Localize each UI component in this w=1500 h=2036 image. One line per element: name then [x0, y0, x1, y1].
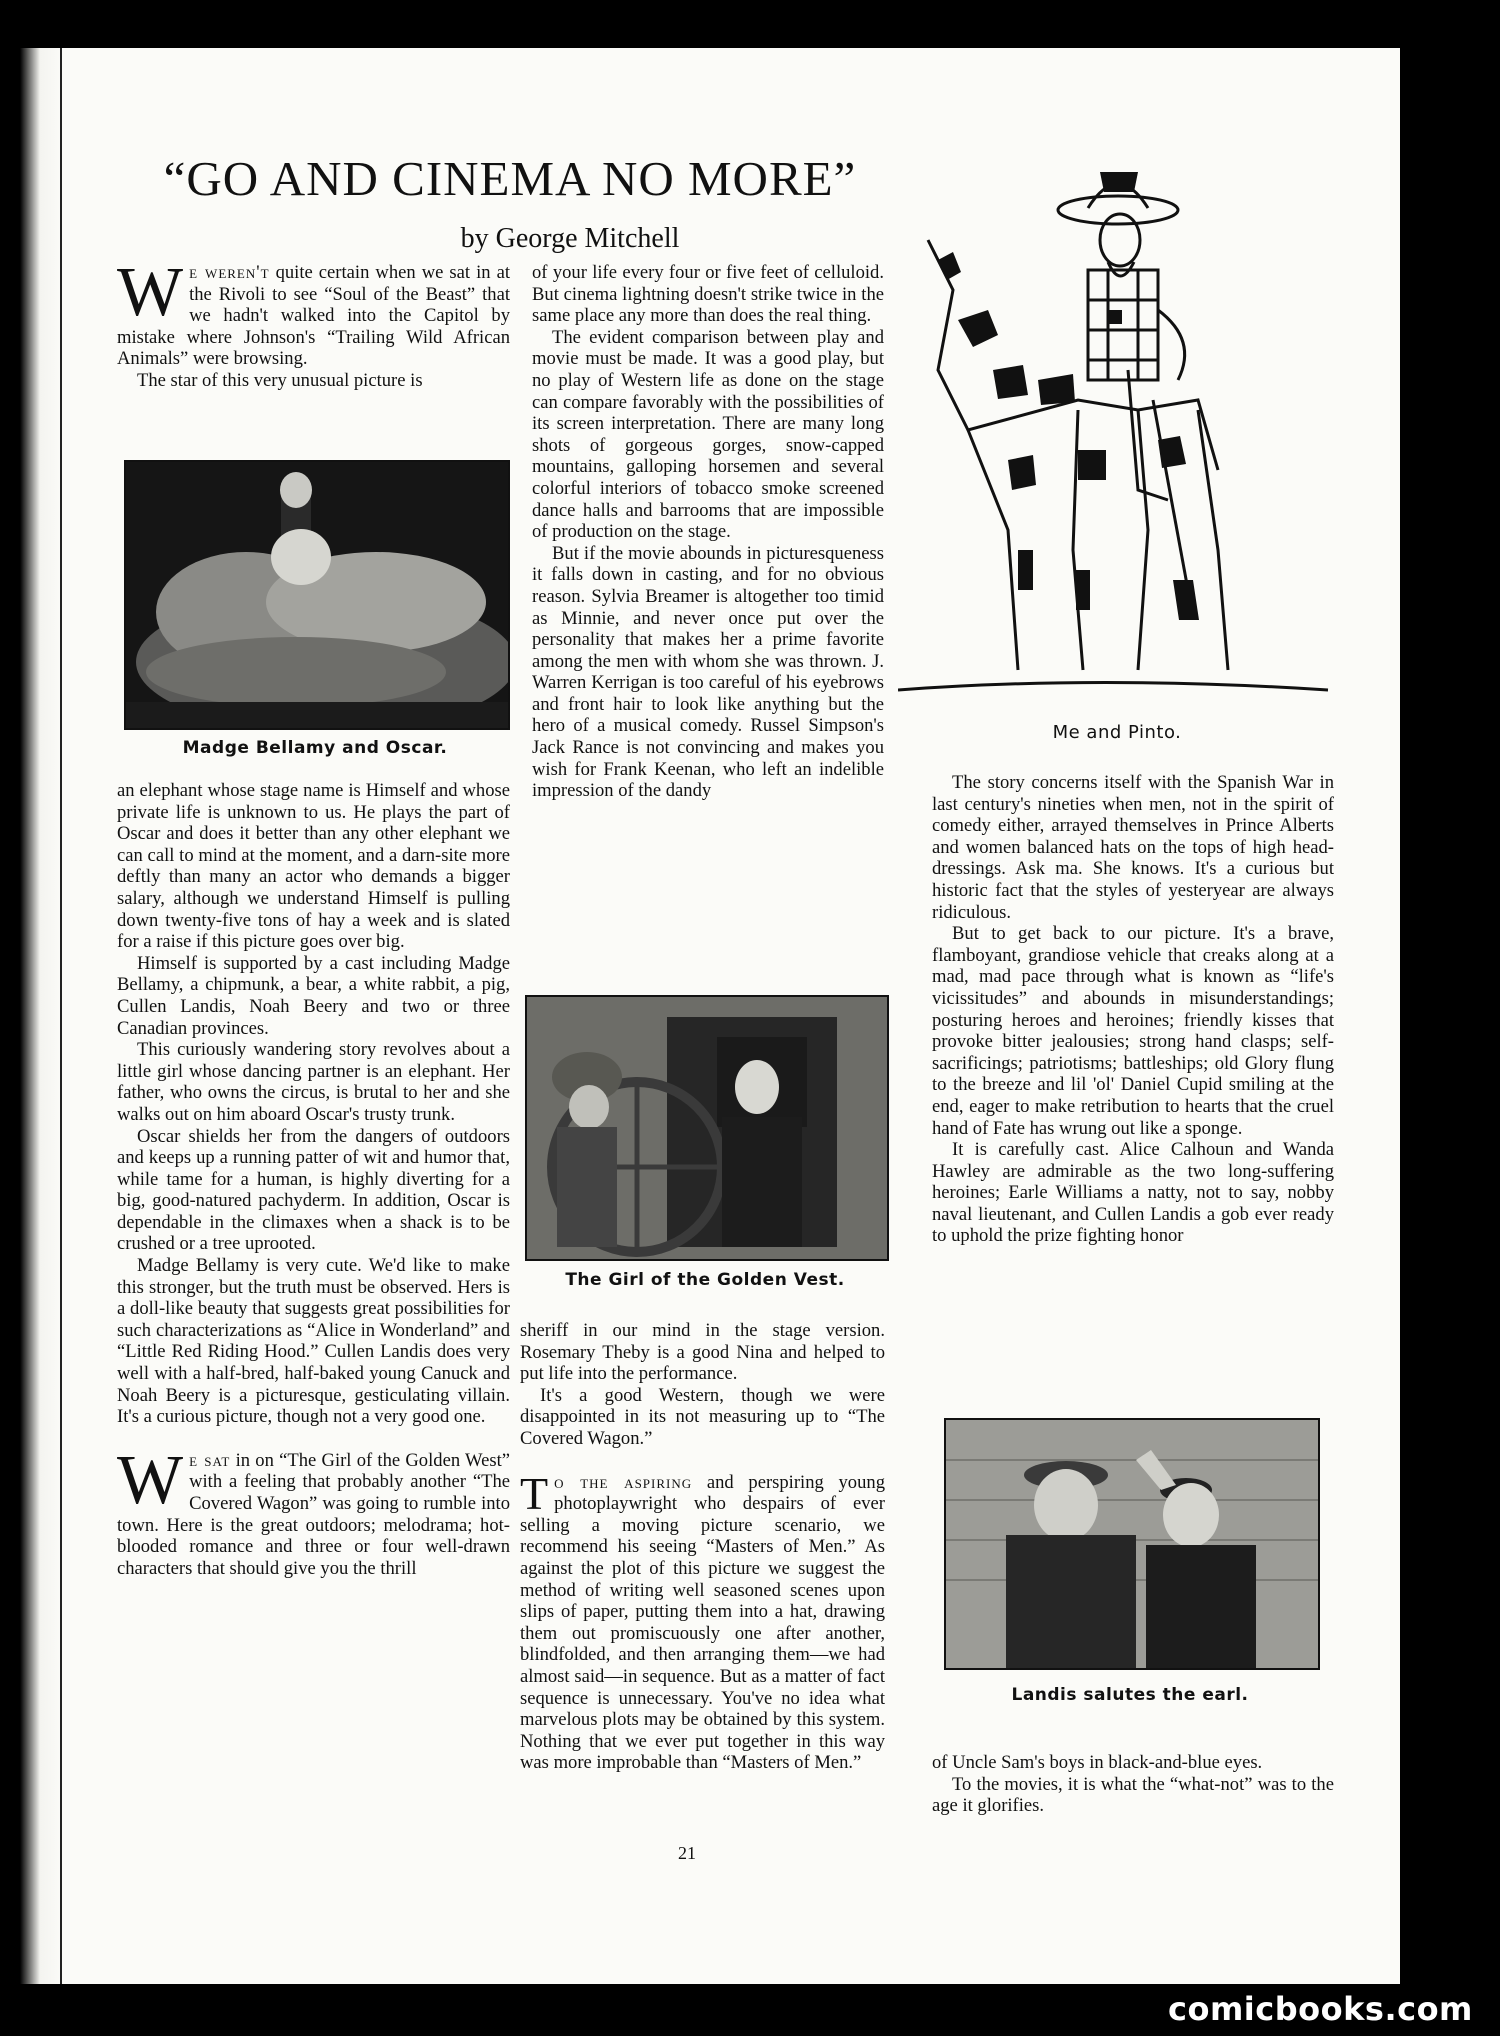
drop-cap: W: [117, 1441, 184, 1519]
page-number: 21: [678, 1843, 696, 1863]
paragraph: of your life every four or five feet of celluloid. But cinema lightning doesn't strike twice in the same place any more than does the real thing.: [532, 262, 884, 327]
sketch-me-and-pinto: [898, 170, 1336, 710]
article-byline: by George Mitchell: [460, 223, 680, 254]
paragraph: We sat in on “The Girl of the Golden West” with a feeling that probably another “The Covered Wagon” was going to rumble into town. Here is the great outdoors; melodrama; hot-blooded romance and three or four well-drawn characters that should give you the thrill: [117, 1441, 510, 1579]
paragraph: But if the movie abounds in picturesqueness it falls down in casting, and for no obvious reason. Sylvia Breamer is altogether too timid as Minnie, and never once put over the personality that makes her a prime favorite among the men with whom she was thrown. J. Warren Kerrigan is too careful of his eyebrows and front hair to look like anything but the hero of a musical comedy. Russel Simpson's Jack Rance is not convincing and makes you wish for Frank Keenan, who left an indelible impression of the dandy: [532, 542, 884, 802]
paragraph: It is carefully cast. Alice Calhoun and Wanda Hawley are admirable as the two long-suffering heroines; Earle Williams a natty, not to say, nobby naval lieutenant, and Cullen Landis a gob ever ready to uphold the prize fighting honor: [932, 1139, 1334, 1247]
column-2-top: [532, 262, 884, 802]
drop-cap: W: [117, 254, 184, 331]
caption-landis: Landis salutes the earl.: [1011, 1685, 1249, 1705]
paragraph: The star of this very unusual picture is: [137, 369, 423, 391]
paragraph: of Uncle Sam's boys in black-and-blue eyes.: [932, 1752, 1263, 1773]
paragraph: sheriff in our mind in the stage version. Rosemary Theby is a good Nina and helped to put life into the performance.: [520, 1320, 885, 1385]
scan-border: [1400, 48, 1500, 1984]
column-3-top: [932, 772, 1334, 1247]
paragraph: an elephant whose stage name is Himself and whose private life is unknown to us. He plays the part of Oscar and does it better than any other elephant we can call to mind at the moment, and a darn-site more deftly than many an actor who demands a bigger salary, although we understand Himself is pulling down twenty-five tons of hay a week and is slated for a raise if this picture goes over big.: [117, 780, 510, 953]
photo-landis: [944, 1418, 1320, 1670]
paragraph: Oscar shields her from the dangers of outdoors and keeps up a running patter of wit and humor that, while tame for a human, is highly diverting for a big, good-natured pachyderm. In addition, Oscar is dependable in the climaxes when a shack is to be crushed or a tree uprooted.: [117, 1125, 510, 1255]
paragraph: The evident comparison between play and movie must be made. It was a good play, but no play of Western life as done on the stage can compare favorably with the possibilities of its screen interpretation. There are many long shots of gorgeous gorges, snow-capped mountains, galloping horsemen and several colorful interiors of tobacco smoke screened dance halls and barrooms that are impossible of production on the stage.: [532, 326, 884, 543]
paragraph: This curiously wandering story revolves about a little girl whose dancing partner is an elephant. Her father, who owns the circus, is brutal to her and she walks out on him aboard Oscar's trusty trunk.: [117, 1039, 510, 1125]
column-1-top: [117, 254, 511, 392]
column-2-bottom: [520, 1320, 885, 1774]
paragraph: Madge Bellamy is very cute. We'd like to make this stronger, but the truth must be observed. Hers is a doll-like beauty that suggests great possibilities for such characterizations as “Alice in Wonderland” and “Little Red Riding Hood.” Cullen Landis does very well with a half-bred, half-baked young Canuck and Noah Beery is a picturesque, gesticulating villain. It's a curious picture, though not a very good one.: [117, 1255, 510, 1428]
paragraph: Himself is supported by a cast including Madge Bellamy, a chipmunk, a bear, a white rabbit, a pig, Cullen Landis, Noah Beery and two or three Canadian provinces.: [117, 952, 510, 1039]
drop-cap: T: [520, 1467, 549, 1519]
photo-golden-vest: [525, 995, 889, 1261]
paragraph: The story concerns itself with the Spanish War in last century's nineties when men, not in the spirit of comedy either, arrayed themselves in Prince Alberts and women balanced hats on the tops of high head-dressings. Ask ma. She knows. It's a curious but historic fact that the styles of yesteryear are always ridiculous.: [932, 772, 1334, 923]
photo-elephant: [124, 460, 510, 730]
paragraph: But to get back to our picture. It's a brave, flamboyant, grandiose vehicle that creaks along at a mad, mad pace through what is known as “life's vicissitudes” and abounds in misunderstandings; posturing heroes and heroines; friendly kisses that provoke bitter jealousies; strong hand clasps; self-sacrificings; patriotisms; battleships; old Glory flung to the breeze and lil 'ol' Daniel Cupid smiling at the end, eager to make retribution to hearts that the cruel hand of Fate has wrung out like a sponge.: [932, 923, 1334, 1139]
caption-sketch: Me and Pinto.: [1052, 722, 1182, 743]
binding-gutter: [0, 48, 62, 1984]
caption-elephant: Madge Bellamy and Oscar.: [182, 738, 448, 758]
article-title: “GO AND CINEMA NO MORE”: [163, 151, 857, 206]
site-watermark: comicbooks.com: [1168, 1990, 1473, 2028]
column-3-bottom: [932, 1752, 1334, 1817]
paragraph: To the movies, it is what the “what-not” was to the age it glorifies.: [932, 1773, 1334, 1817]
caption-golden-vest: The Girl of the Golden Vest.: [565, 1270, 845, 1290]
column-1-bottom: [117, 780, 510, 1579]
paragraph: To the aspiring and perspiring young photoplaywright who despairs of ever selling a moving picture scenario, we recommend his seeing “Masters of Men.” As against the plot of this picture we suggest the method of writing well seasoned scenes upon slips of paper, putting them into a hat, drawing them out promiscuously one after another, blindfolded, and then arranging them—we had almost said—in sequence. But as a matter of fact sequence is unnecessary. You've no idea what marvelous plots may be obtained by this system. Nothing that we ever put together in this way was more improbable than “Masters of Men.”: [520, 1467, 885, 1774]
paragraph: We weren't quite certain when we sat in at the Rivoli to see “Soul of the Beast” that we hadn't walked into the Capitol by mistake where Johnson's “Trailing Wild African Animals” were browsing.: [117, 254, 511, 370]
paragraph: It's a good Western, though we were disappointed in its not measuring up to “The Covered Wagon.”: [520, 1384, 885, 1449]
